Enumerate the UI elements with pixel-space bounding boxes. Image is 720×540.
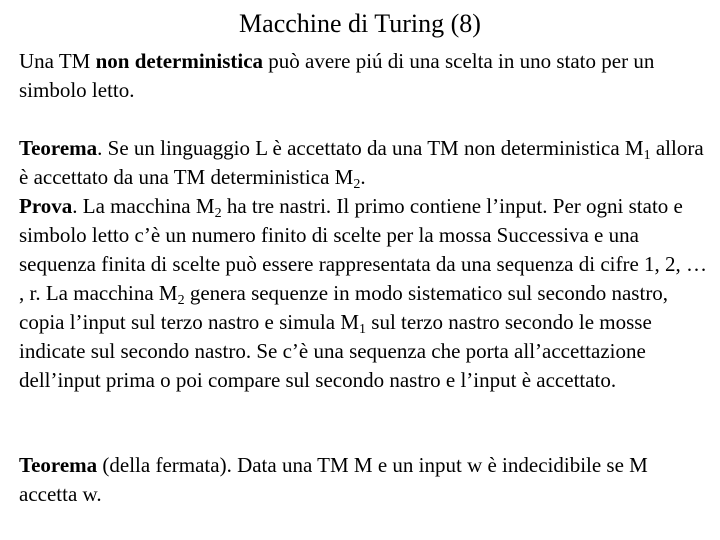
paragraph-halting-theorem (19, 451, 709, 509)
subscript: 2 (214, 206, 222, 221)
emphasis-nondeterministic: non deterministica (95, 49, 264, 73)
slide-title: Macchine di Turing (8) (239, 9, 481, 38)
subscript: 1 (359, 322, 367, 337)
subscript: 2 (353, 177, 361, 192)
text-segment: sul terzo nastro secondo le mosse indicate sul secondo nastro. Se c’è una sequenza che porta all’accettazione dell’input prima o poi compare sul secondo nastro e l’input è accettato. (19, 310, 652, 392)
subscript: 2 (177, 293, 185, 308)
theorem-label: Teorema (19, 453, 98, 477)
text-segment: ha tre nastri. Il primo contiene l’input. Per ogni stato e simbolo letto c’è un numero finito di scelte per la mossa Successiva e una sequenza finita di scelte può essere rappresentata da una sequenza di cifre 1, 2, … , r. La macchina M (19, 194, 708, 305)
text-segment: Una TM (19, 49, 96, 73)
subscript: 1 (643, 148, 651, 163)
text-segment: può avere piú di una scelta in uno stato per un simbolo letto. (19, 49, 655, 102)
text-segment: . La macchina M (72, 194, 215, 218)
theorem-label: Teorema (19, 136, 98, 160)
paragraph-theorem-proof (19, 134, 709, 395)
text-segment: . Se un linguaggio L è accettato da una TM non deterministica M (97, 136, 644, 160)
paragraph-nondeterministic-tm (19, 47, 709, 105)
proof-label: Prova (19, 194, 73, 218)
text-segment: allora è accettato da una TM deterministica M (19, 136, 704, 189)
text-segment: . (360, 165, 366, 189)
text-segment: (della fermata). Data una TM M e un input w è indecidibile se M accetta w. (19, 453, 648, 506)
text-segment: genera sequenze in modo sistematico sul secondo nastro, copia l’input sul terzo nastro e simula M (19, 281, 669, 334)
